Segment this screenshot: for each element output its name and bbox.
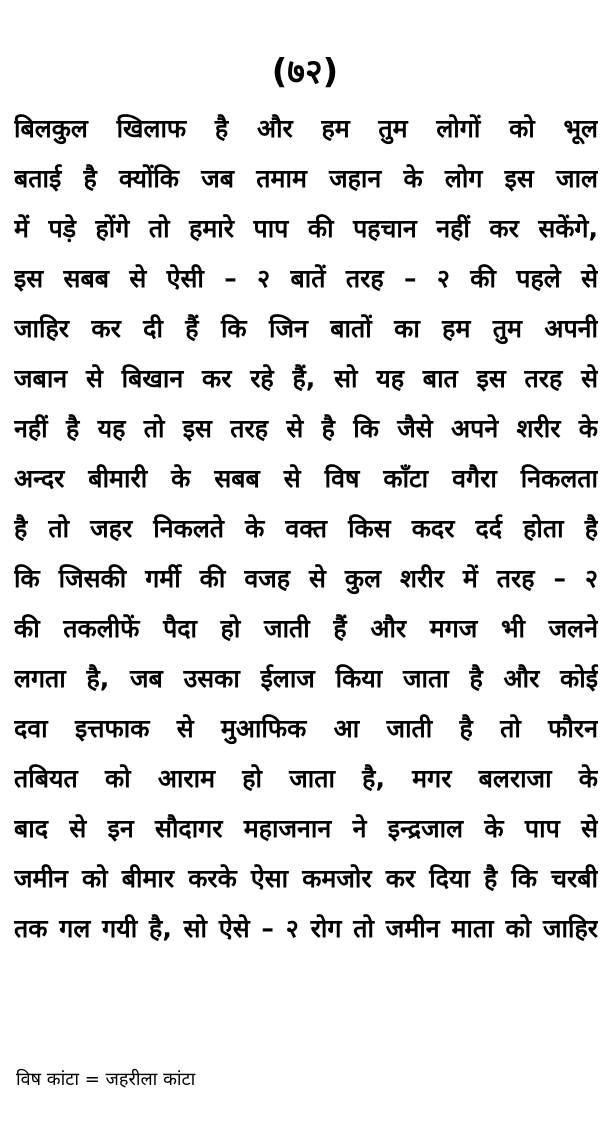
text-line: जमीन को बीमार करके ऐसा कमजोर कर दिया है कि चरबी [14, 864, 598, 893]
text-line: दवा इत्तफाक से मुआफिक आ जाती है तो फौरन [14, 714, 598, 743]
text-line: नहीं है यह तो इस तरह से है कि जैसे अपने शरीर के [14, 414, 598, 443]
text-line: की तकलीफें पैदा हो जाती हैं और मगज भी जलने [14, 614, 598, 643]
text-line: बिलकुल खिलाफ है और हम तुम लोगों को भूल [14, 114, 598, 143]
text-line: में पड़े होंगे तो हमारे पाप की पहचान नहीं कर सकेंगे, [14, 214, 598, 243]
text-line: तबियत को आराम हो जाता है, मगर बलराजा के [14, 764, 598, 793]
page-number: (७२) [271, 52, 339, 92]
footnote: विष कांटा = जहरीला कांटा [16, 1069, 196, 1090]
text-line: इस सबब से ऐसी – २ बातें तरह – २ की पहले से [14, 264, 598, 293]
body-text [14, 104, 598, 954]
text-line: तक गल गयी है, सो ऐसे – २ रोग तो जमीन माता को जाहिर [14, 914, 598, 943]
text-line: बताई है क्योंकि जब तमाम जहान के लोग इस जाल [14, 164, 598, 193]
text-line: है तो जहर निकलते के वक्त किस कदर दर्द होता है [14, 514, 598, 543]
text-line: जबान से बिखान कर रहे हैं, सो यह बात इस तरह से [14, 364, 598, 393]
text-line: लगता है, जब उसका ईलाज किया जाता है और कोई [14, 664, 598, 693]
text-line: बाद से इन सौदागर महाजनान ने इन्द्रजाल के पाप से [14, 814, 598, 843]
text-line: कि जिसकी गर्मी की वजह से कुल शरीर में तरह – २ [14, 564, 598, 593]
text-line: जाहिर कर दी हैं कि जिन बातों का हम तुम अपनी [14, 314, 598, 343]
text-line: अन्दर बीमारी के सबब से विष काँटा वगैरा निकलता [14, 464, 598, 493]
